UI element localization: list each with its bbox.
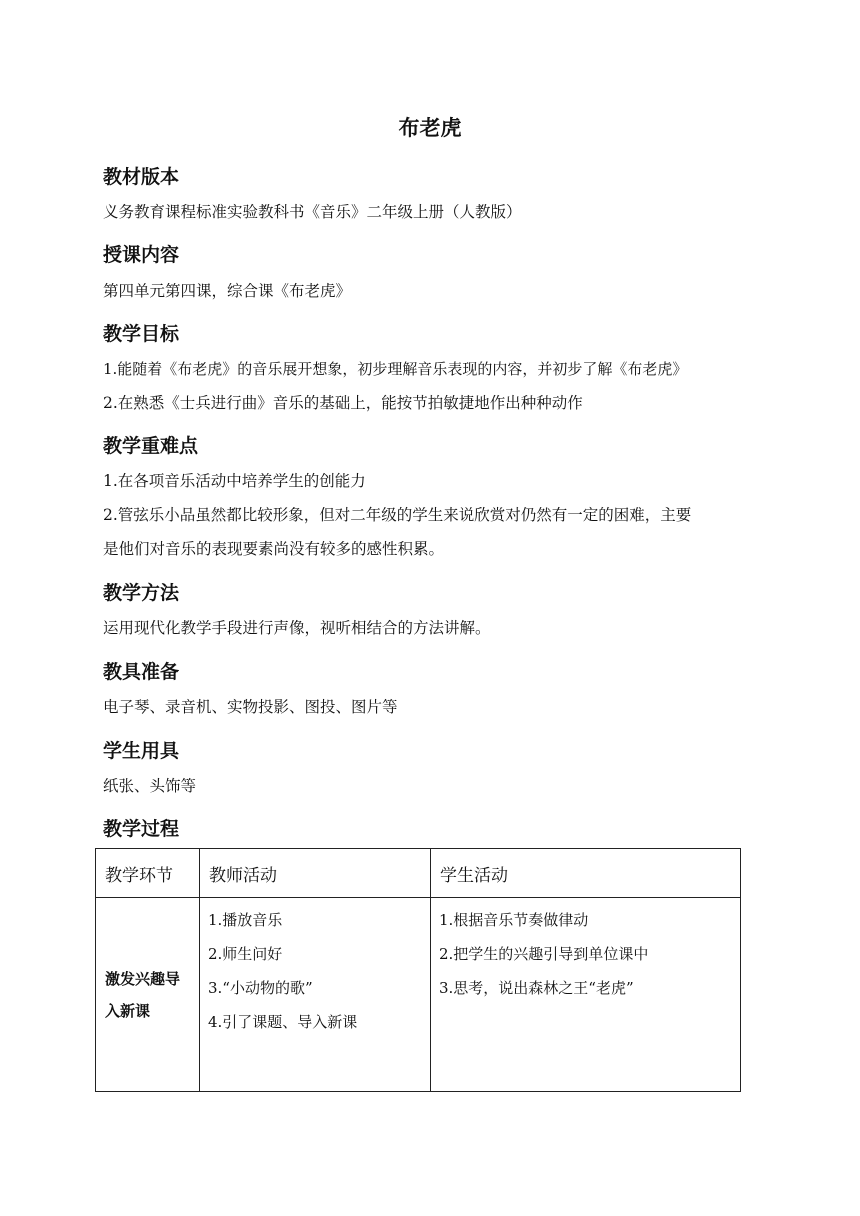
- header-teacher: 教师活动: [200, 849, 431, 898]
- heading-goals: 教学目标: [103, 323, 180, 345]
- teacher-activity: 1.播放音乐: [208, 911, 283, 929]
- heading-textbook: 教材版本: [103, 166, 180, 188]
- teacher-activity: 3.“小动物的歌”: [208, 979, 313, 997]
- table-header-row: [96, 849, 741, 898]
- text-content: 第四单元第四课，综合课《布老虎》: [103, 282, 352, 300]
- header-stage: 教学环节: [96, 849, 200, 898]
- stage-line-2: 入新课: [105, 1001, 151, 1020]
- text-tools: 电子琴、录音机、实物投影、图投、图片等: [103, 698, 398, 716]
- student-activity: 3.思考，说出森林之王“老虎”: [439, 979, 634, 997]
- heading-content: 授课内容: [103, 244, 180, 266]
- text-textbook: 义务教育课程标准实验教科书《音乐》二年级上册（人教版）: [103, 203, 522, 221]
- text-student-tools: 纸张、头饰等: [103, 777, 197, 795]
- student-activities-cell: [431, 898, 741, 1092]
- goal-line-2: 2.在熟悉《士兵进行曲》音乐的基础上，能按节拍敏捷地作出种种动作: [103, 394, 583, 412]
- heading-methods: 教学方法: [103, 582, 180, 604]
- document-title: 布老虎: [398, 116, 462, 140]
- difficulty-line-2: 2.管弦乐小品虽然都比较形象，但对二年级的学生来说欣赏对仍然有一定的困难，主要: [103, 506, 692, 524]
- process-table: [95, 848, 741, 1092]
- table-row: [96, 898, 741, 1092]
- goal-line-1: 1.能随着《布老虎》的音乐展开想象，初步理解音乐表现的内容，并初步了解《布老虎》: [103, 360, 688, 378]
- teacher-activity: 2.师生问好: [208, 945, 283, 963]
- heading-tools: 教具准备: [103, 661, 180, 683]
- stage-cell: [96, 898, 200, 1092]
- heading-difficulties: 教学重难点: [103, 435, 199, 457]
- text-methods: 运用现代化教学手段进行声像，视听相结合的方法讲解。: [103, 619, 491, 637]
- student-activity: 2.把学生的兴趣引导到单位课中: [439, 945, 649, 963]
- stage-line-1: 激发兴趣导: [105, 969, 181, 988]
- heading-student-tools: 学生用具: [103, 740, 180, 762]
- difficulty-line-1: 1.在各项音乐活动中培养学生的创能力: [103, 472, 366, 490]
- teacher-activity: 4.引了课题、导入新课: [208, 1013, 358, 1031]
- heading-process: 教学过程: [103, 818, 180, 840]
- difficulty-line-3: 是他们对音乐的表现要素尚没有较多的感性积累。: [103, 540, 445, 558]
- teacher-activities-cell: [200, 898, 431, 1092]
- student-activity: 1.根据音乐节奏做律动: [439, 911, 589, 929]
- header-student: 学生活动: [431, 849, 741, 898]
